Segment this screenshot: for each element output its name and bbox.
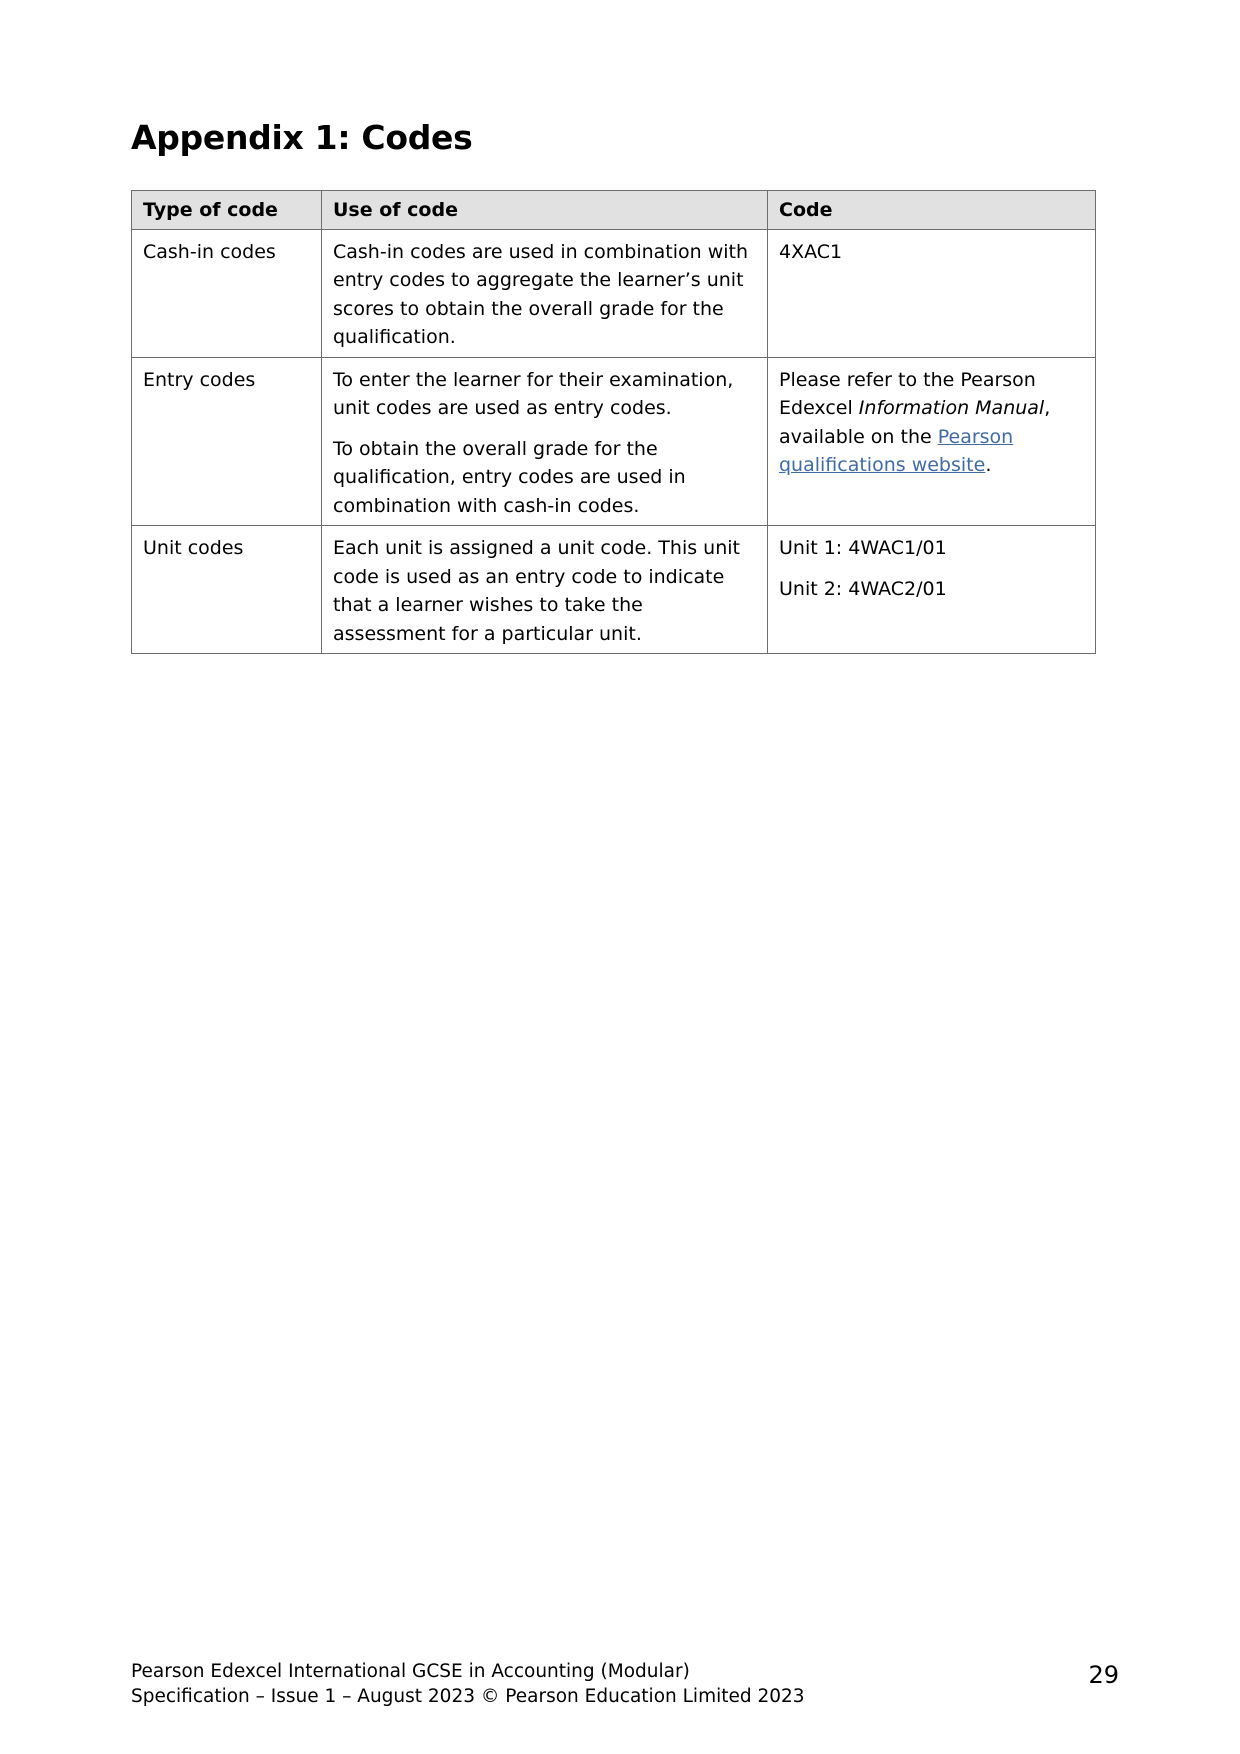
- table-row-unit: [132, 526, 1096, 654]
- footer-line-2: Specification – Issue 1 – August 2023 © Pearson Education Limited 2023: [131, 1686, 805, 1707]
- code-text-prefix: Please refer to the Pearson Edexcel: [779, 368, 1036, 419]
- table-header-row: [132, 191, 1096, 230]
- footer-line-1: Pearson Edexcel International GCSE in Accounting (Modular): [131, 1661, 690, 1682]
- cell-use: [322, 229, 768, 357]
- code-text-suffix: .: [985, 454, 992, 476]
- header-use-of-code: Use of code: [322, 191, 768, 230]
- page-number: 29: [1088, 1661, 1119, 1689]
- cell-type: Unit codes: [132, 526, 322, 654]
- use-paragraph: Each unit is assigned a unit code. This unit code is used as an entry code to indicate that a learner wishes to take the assessment for a particular unit.: [333, 537, 740, 645]
- code-value: Unit 1: 4WAC1/01: [779, 537, 947, 559]
- code-value: Unit 2: 4WAC2/01: [779, 577, 947, 600]
- header-code: Code: [768, 191, 1096, 230]
- cell-use: [322, 526, 768, 654]
- code-text-middle: , available on the: [779, 397, 1051, 448]
- footer: [131, 1659, 805, 1709]
- cell-code: [768, 357, 1096, 526]
- codes-table: [131, 190, 1096, 654]
- code-value: 4XAC1: [779, 240, 843, 263]
- use-paragraph: To obtain the overall grade for the qualification, entry codes are used in combination with cash-in codes.: [333, 437, 686, 517]
- cell-type: Entry codes: [132, 357, 322, 526]
- pearson-qualifications-link[interactable]: Pearson qualifications website: [779, 425, 1014, 476]
- page-title: Appendix 1: Codes: [131, 118, 473, 157]
- information-manual-title: Information Manual: [858, 397, 1045, 419]
- use-paragraph: To enter the learner for their examination, unit codes are used as entry codes.: [333, 368, 734, 419]
- use-paragraph: Cash-in codes are used in combination with entry codes to aggregate the learner’s unit scores to obtain the overall grade for the qualification.: [333, 240, 749, 348]
- cell-use: [322, 357, 768, 526]
- table-row-cash-in: [132, 229, 1096, 357]
- cell-type: Cash-in codes: [132, 229, 322, 357]
- header-type-of-code: Type of code: [132, 191, 322, 230]
- cell-code: [768, 526, 1096, 654]
- table-row-entry: [132, 357, 1096, 526]
- cell-code: [768, 229, 1096, 357]
